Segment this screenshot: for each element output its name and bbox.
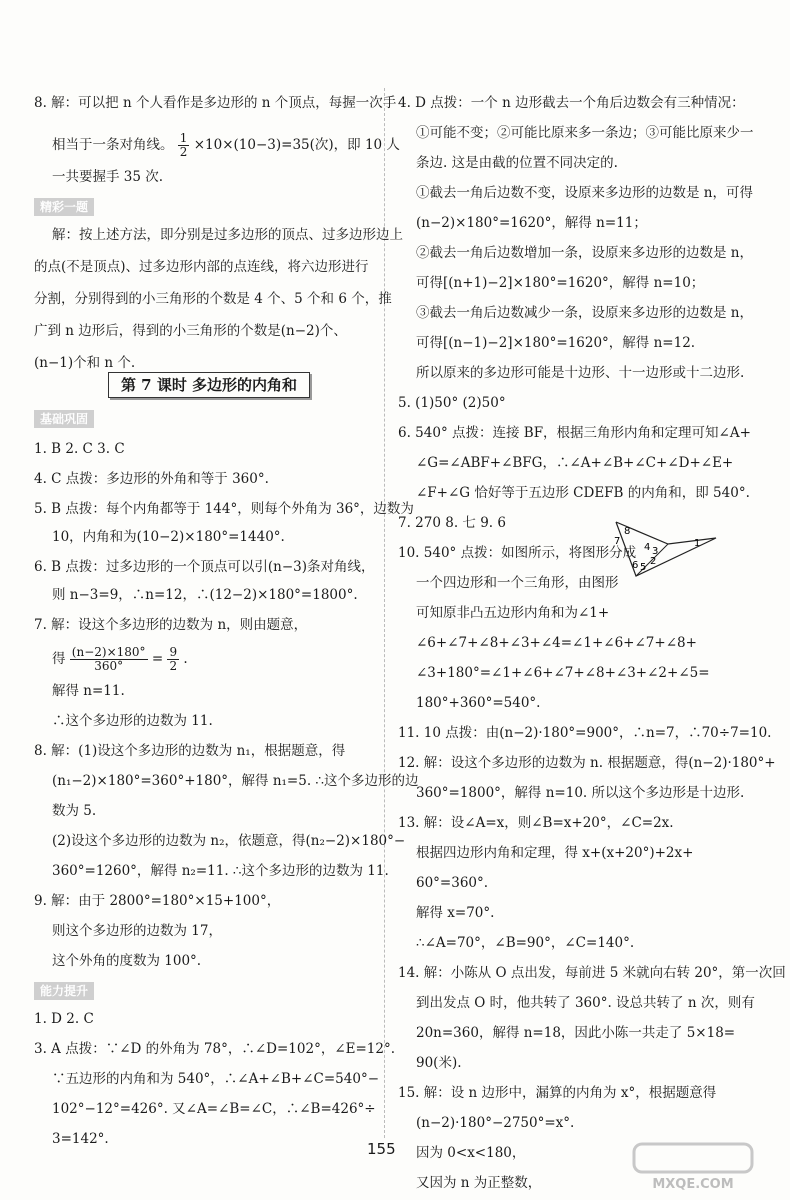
- angle-label: 3: [652, 546, 659, 557]
- text-line: 7. 解：设这个多边形的边数为 n，则由题意，: [34, 617, 308, 633]
- text-line: 解：按上述方法，即分别是过多边形的顶点、过多边形边上: [52, 227, 403, 243]
- angle-label: 7: [614, 536, 621, 547]
- text-line: [34, 132, 400, 159]
- angle-label: 4: [644, 542, 651, 553]
- text-line: 20n=360，解得 n=18，因此小陈一共走了 5×18=: [416, 1025, 736, 1041]
- section-tag-basic: 基础巩固: [34, 410, 94, 428]
- text-line: 15. 解：设 n 边形中，漏算的内角为 x°，根据题意得: [398, 1085, 717, 1101]
- text-line: 到出发点 O 时，他共转了 360°. 设总共转了 n 次，则有: [416, 995, 755, 1011]
- text-line: ∴这个多边形的边数为 11.: [52, 713, 213, 729]
- text-segment: ×10×(10−3)=35(次)，即 10 人: [193, 137, 400, 153]
- text-line: 360°=1800°，解得 n=10. 所以这个多边形是十边形.: [416, 785, 745, 801]
- text-line: 广到 n 边形后，得到的小三角形的个数是(n−2)个、: [34, 323, 347, 339]
- section-tag-advanced: 能力提升: [34, 982, 94, 1000]
- fraction-q7-rhs: [167, 646, 179, 673]
- fraction-denominator: 360°: [94, 659, 124, 673]
- fraction-numerator: (n−2)×180°: [71, 645, 146, 659]
- text-line: 180°+360°=540°.: [416, 695, 541, 711]
- fraction-half: [178, 132, 190, 159]
- text-segment: 得: [52, 651, 66, 667]
- text-line: 7. 270 8. 七 9. 6: [398, 515, 506, 531]
- fraction-denominator: 2: [169, 659, 178, 673]
- text-line: (n₁−2)×180°=360°+180°，解得 n₁=5. ∴这个多边形的边: [52, 773, 419, 789]
- page-number: 155: [367, 1140, 396, 1158]
- text-line: ③截去一角后边数减少一条，设原来多边形的边数是 n，: [416, 305, 753, 321]
- text-line: ①截去一角后边数不变，设原来多边形的边数是 n，可得: [416, 185, 753, 201]
- text-line: 分割，分别得到的小三角形的个数是 4 个、5 个和 6 个，推: [34, 291, 392, 307]
- angle-label: 6: [632, 560, 639, 571]
- fraction-q7-lhs: [70, 646, 148, 673]
- fraction-denominator: 2: [179, 145, 188, 159]
- text-line: 13. 解：设∠A=x，则∠B=x+20°，∠C=2x.: [398, 815, 674, 831]
- watermark-frame: [634, 1144, 752, 1172]
- pentagon-outline: [616, 522, 716, 576]
- text-line: (n−2)·180°−2750°=x°.: [416, 1115, 575, 1131]
- period: .: [183, 651, 188, 667]
- text-line: 4. C 点拨：多边形的外角和等于 360°.: [34, 471, 269, 487]
- angle-label: 8: [624, 526, 631, 537]
- text-line: 8. 解：可以把 n 个人看作是多边形的 n 个顶点，每握一次手: [34, 95, 397, 111]
- text-line: 的点(不是顶点)、过多边形内部的点连线，将六边形进行: [34, 259, 369, 275]
- text-line: 可得[(n+1)−2]×180°=1620°，解得 n=10；: [416, 275, 705, 291]
- text-line: 10. 540° 点拨：如图所示，将图形分成: [398, 545, 637, 561]
- text-line: [34, 646, 188, 673]
- text-line: 10，内角和为(10−2)×180°=1440°.: [52, 529, 285, 545]
- text-line: 所以原来的多边形可能是十边形、十一边形或十二边形.: [416, 365, 745, 381]
- text-line: 数为 5.: [52, 803, 97, 819]
- text-line: (n−2)×180°=1620°，解得 n=11；: [416, 215, 647, 231]
- polygon-figure: [610, 516, 720, 578]
- text-line: 3=142°.: [52, 1131, 109, 1147]
- text-line: 4. D 点拨：一个 n 边形截去一个角后边数会有三种情况：: [398, 95, 745, 111]
- text-line: 360°=1260°，解得 n₂=11. ∴这个多边形的边数为 11.: [52, 863, 389, 879]
- text-line: 6. B 点拨：过多边形的一个顶点可以引(n−3)条对角线，: [34, 559, 375, 575]
- text-line: 解得 n=11.: [52, 683, 125, 699]
- text-line: 解得 x=70°.: [416, 905, 495, 921]
- angle-label: 5: [640, 562, 647, 573]
- text-line: 可知原非凸五边形内角和为∠1+: [416, 605, 610, 621]
- text-line: 则 n−3=9，∴n=12，∴(12−2)×180°=1800°.: [52, 587, 358, 603]
- equals-sign: =: [151, 651, 164, 667]
- text-line: (n−1)个和 n 个.: [34, 355, 136, 371]
- text-line: 102°−12°=426°. 又∠A=∠B=∠C，∴∠B=426°÷: [52, 1101, 376, 1117]
- text-line: 又因为 n 为正整数，: [416, 1175, 542, 1191]
- text-line: 因为 0<x<180，: [416, 1145, 526, 1161]
- text-segment: 相当于一条对角线。: [52, 137, 174, 153]
- text-line: ∵五边形的内角和为 540°，∴∠A+∠B+∠C=540°−: [52, 1071, 380, 1087]
- angle-label: 2: [650, 556, 657, 567]
- text-line: 60°=360°.: [416, 875, 489, 891]
- text-line: ∠3+180°=∠1+∠6+∠7+∠8+∠3+∠2+∠5=: [416, 665, 710, 681]
- text-line: 1. B 2. C 3. C: [34, 441, 125, 457]
- watermark-text: MXQE.COM: [652, 1177, 734, 1192]
- text-line: 根据四边形内角和定理，得 x+(x+20°)+2x+: [416, 845, 694, 861]
- section-tag-jingcai: 精彩一题: [34, 198, 94, 216]
- column-divider: [384, 88, 385, 1138]
- lesson-title: 第 7 课时 多边形的内角和: [108, 372, 310, 398]
- text-line: 一共要握手 35 次.: [52, 169, 164, 185]
- text-line: 5. (1)50° (2)50°: [398, 395, 506, 411]
- text-line: 14. 解：小陈从 O 点出发，每前进 5 米就向右转 20°，第一次回: [398, 965, 786, 981]
- text-line: 一个四边形和一个三角形，由图形: [416, 575, 619, 591]
- text-line: 条边. 这是由截的位置不同决定的.: [416, 155, 618, 171]
- text-line: (2)设这个多边形的边数为 n₂，依题意，得(n₂−2)×180°−: [52, 833, 406, 849]
- text-line: 1. D 2. C: [34, 1011, 94, 1027]
- text-line: 可得[(n−1)−2]×180°=1620°，解得 n=12.: [416, 335, 696, 351]
- text-line: ∠F+∠G 恰好等于五边形 CDEFB 的内角和，即 540°.: [416, 485, 750, 501]
- fraction-numerator: 9: [169, 645, 178, 659]
- text-line: ①可能不变；②可能比原来多一条边；③可能比原来少一: [416, 125, 754, 141]
- text-line: ∠6+∠7+∠8+∠3+∠4=∠1+∠6+∠7+∠8+: [416, 635, 697, 651]
- text-line: ∠G=∠ABF+∠BFG，∴∠A+∠B+∠C+∠D+∠E+: [416, 455, 734, 471]
- text-line: 5. B 点拨：每个内角都等于 144°，则每个外角为 36°，边数为: [34, 501, 414, 517]
- watermark-logo: [628, 1142, 758, 1192]
- text-line: 9. 解：由于 2800°=180°×15+100°，: [34, 893, 281, 909]
- angle-label: 1: [694, 538, 701, 549]
- text-line: 90(米).: [416, 1055, 462, 1071]
- text-line: 则这个多边形的边数为 17，: [52, 923, 222, 939]
- fraction-numerator: 1: [179, 131, 188, 145]
- text-line: 11. 10 点拨：由(n−2)·180°=900°，∴n=7，∴70÷7=10.: [398, 725, 772, 741]
- text-line: 6. 540° 点拨：连接 BF，根据三角形内角和定理可知∠A+: [398, 425, 751, 441]
- text-line: 12. 解：设这个多边形的边数为 n. 根据题意，得(n−2)·180°+: [398, 755, 776, 771]
- text-line: ②截去一角后边数增加一条，设原来多边形的边数是 n，: [416, 245, 753, 261]
- text-line: 这个外角的度数为 100°.: [52, 953, 202, 969]
- text-line: 3. A 点拨：∵∠D 的外角为 78°，∴∠D=102°，∠E=12°.: [34, 1041, 396, 1057]
- text-line: ∴∠A=70°，∠B=90°，∠C=140°.: [416, 935, 635, 951]
- text-line: 8. 解：(1)设这个多边形的边数为 n₁，根据题意，得: [34, 743, 346, 759]
